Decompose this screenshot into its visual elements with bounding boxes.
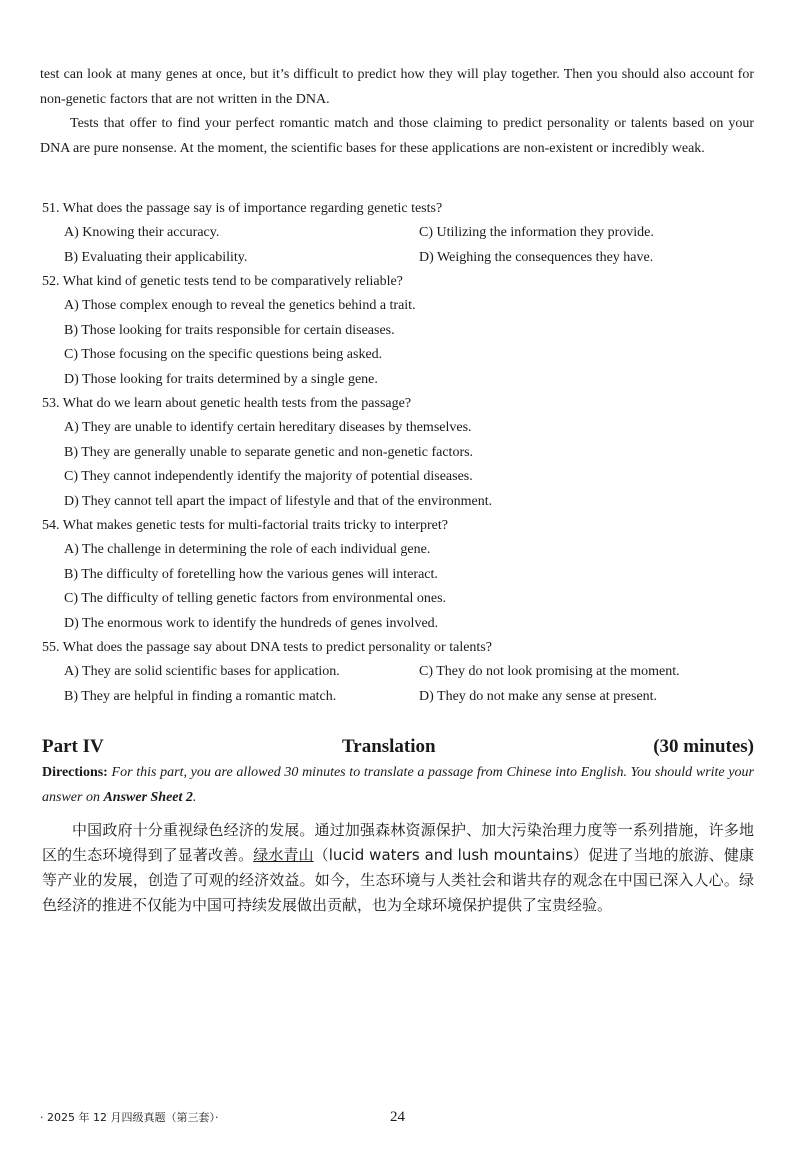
passage-paragraph-1: test can look at many genes at once, but it’s difficult to predict how they will play together. Then you should also account for non-genetic factors that are not written in the DNA. — [40, 67, 754, 107]
option-c: C) They do not look promising at the moment. — [419, 664, 680, 680]
option-a: A) Those complex enough to reveal the genetics behind a trait. — [64, 298, 416, 314]
options-grid — [42, 221, 762, 270]
question-stem: 52. What kind of genetic tests tend to be comparatively reliable? — [42, 274, 403, 289]
question-52 — [42, 270, 762, 392]
option-c: C) The difficulty of telling genetic factors from environmental ones. — [64, 591, 447, 607]
option-b: B) Evaluating their applicability. — [64, 249, 248, 265]
question-53 — [42, 392, 762, 514]
question-stem: 53. What do we learn about genetic health tests from the passage? — [42, 396, 412, 411]
option-b: B) Those looking for traits responsible for certain diseases. — [64, 322, 395, 338]
option-d: D) Those looking for traits determined by a single gene. — [64, 371, 378, 387]
directions-text: For this part, you are allowed 30 minutes to translate a passage from Chinese into English. You should write your answer on — [42, 765, 754, 805]
part-time: (30 minutes) — [653, 736, 754, 757]
question-51 — [42, 197, 762, 270]
question-stem: 51. What does the passage say is of importance regarding genetic tests? — [42, 201, 443, 216]
option-a: A) The challenge in determining the role of each individual gene. — [64, 542, 431, 558]
option-c: C) Those focusing on the specific questions being asked. — [64, 347, 383, 363]
answer-sheet-ref: Answer Sheet 2 — [103, 790, 193, 805]
option-c: C) They cannot independently identify the majority of potential diseases. — [64, 469, 473, 485]
directions-label: Directions: — [42, 765, 108, 780]
footer-source: · 2025 年 12 月四级真题（第三套）· — [40, 1111, 219, 1124]
part-header — [42, 735, 754, 759]
option-a: A) Knowing their accuracy. — [64, 225, 220, 241]
option-b: B) The difficulty of foretelling how the various genes will interact. — [64, 566, 438, 582]
passage-paragraph-2: Tests that offer to find your perfect romantic match and those claiming to predict personality or talents based on your DNA are pure nonsense. At the moment, the scientific bases for these applications are non-existent or incredibly weak. — [40, 116, 754, 156]
question-stem: 55. What does the passage say about DNA tests to predict personality or talents? — [42, 640, 492, 655]
option-b: B) They are generally unable to separate genetic and non-genetic factors. — [64, 444, 474, 460]
option-d: D) They do not make any sense at present. — [419, 688, 658, 704]
question-stem: 54. What makes genetic tests for multi-factorial traits tricky to interpret? — [42, 518, 448, 533]
page-number: 24 — [390, 1109, 405, 1125]
directions — [42, 760, 754, 810]
part-title: Translation — [342, 736, 436, 757]
option-a: A) They are unable to identify certain hereditary diseases by themselves. — [64, 420, 472, 436]
part-label: Part IV — [42, 736, 104, 757]
option-a: A) They are solid scientific bases for application. — [64, 664, 340, 680]
option-d: D) The enormous work to identify the hundreds of genes involved. — [64, 615, 439, 631]
question-54 — [42, 514, 762, 636]
option-b: B) They are helpful in finding a romantic match. — [64, 688, 337, 704]
translation-underlined-term: 绿水青山 — [253, 846, 314, 864]
directions-end: . — [192, 790, 197, 805]
translation-passage — [42, 818, 754, 918]
options-grid — [42, 660, 762, 709]
translation-text-1: 中国政府十分重视绿色经济的发展。通过加强森林资源保护、加大污染治理力度等一系列措施，许多地区的生态环境得到了显著改善。 — [42, 821, 754, 864]
option-c: C) Utilizing the information they provide. — [419, 225, 654, 241]
question-55 — [42, 636, 762, 709]
option-d: D) Weighing the consequences they have. — [419, 249, 654, 265]
option-d: D) They cannot tell apart the impact of lifestyle and that of the environment. — [64, 493, 493, 509]
translation-text-2: （lucid waters and lush mountains）促进了当地的旅游、健康等产业的发展，创造了可观的经济效益。如今，生态环境与人类社会和谐共存的观念在中国已深入人心。绿色经济的推进不仅能为中国可持续发展做出贡献，也为全球环境保护提供了宝贵经验。 — [42, 846, 754, 914]
